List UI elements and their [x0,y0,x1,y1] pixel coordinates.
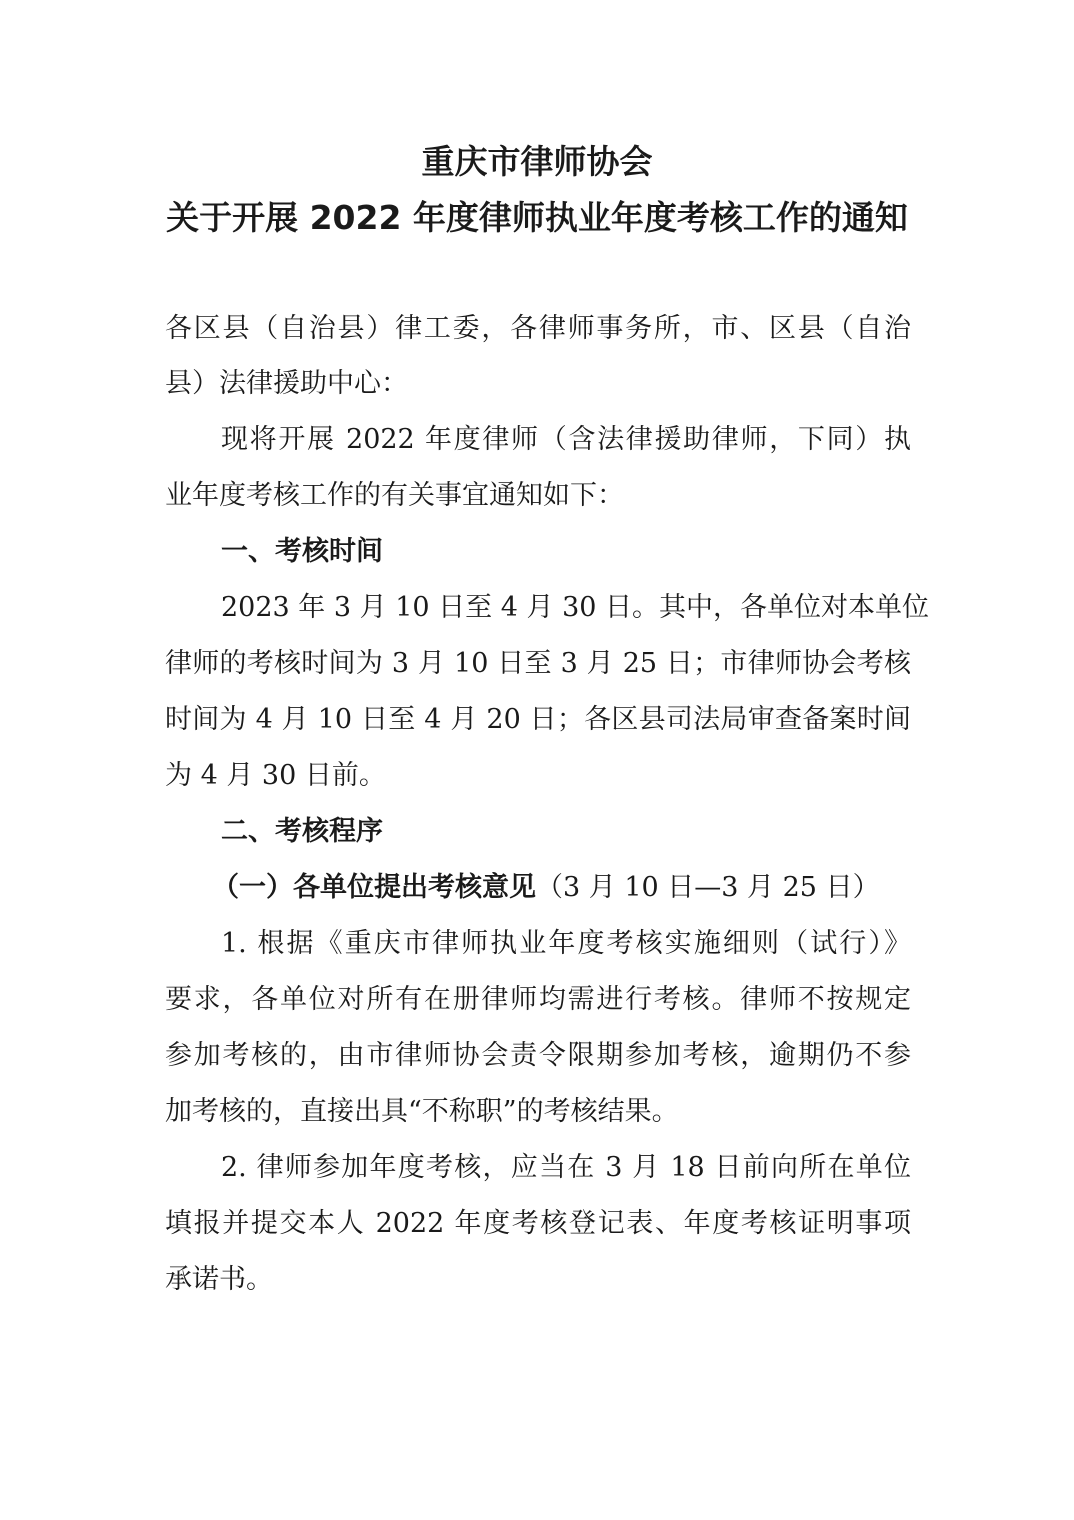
item2-paragraph-line: 填报并提交本人 2022 年度考核登记表、年度考核证明事项 [165,1208,911,1239]
section1-paragraph-line: 2023 年 3 月 10 日至 4 月 30 日。其中，各单位对本单位 [221,592,930,623]
item2-paragraph-line: 承诺书。 [165,1264,273,1295]
document-title-line1: 重庆市律师协会 [421,142,653,181]
intro-paragraph-line: 现将开展 2022 年度律师（含法律援助律师，下同）执 [221,424,911,455]
item1-paragraph-line: 1. 根据《重庆市律师执业年度考核实施细则（试行）》 [221,928,911,959]
section-heading: 一、考核时间 [221,536,383,567]
item1-paragraph-line: 要求，各单位对所有在册律师均需进行考核。律师不按规定 [165,984,911,1015]
addressee-line: 各区县（自治县）律工委，各律师事务所，市、区县（自治 [165,313,911,344]
section1-paragraph-line: 时间为 4 月 10 日至 4 月 20 日；各区县司法局审查备案时间 [165,704,911,735]
section-heading: 二、考核程序 [221,816,383,847]
subsection-heading-title: （一）各单位提出考核意见 [212,872,536,903]
addressee-line: 县）法律援助中心： [165,368,408,399]
subsection-heading-dates: （3 月 10 日—3 月 25 日） [536,872,880,903]
item2-paragraph-line: 2. 律师参加年度考核，应当在 3 月 18 日前向所在单位 [221,1152,911,1183]
section1-paragraph-line: 为 4 月 30 日前。 [165,760,386,791]
subsection-heading [212,870,880,906]
item1-paragraph-line: 加考核的，直接出具“不称职”的考核结果。 [165,1096,679,1127]
section1-paragraph-line: 律师的考核时间为 3 月 10 日至 3 月 25 日；市律师协会考核 [165,648,911,679]
document-title-line2: 关于开展 2022 年度律师执业年度考核工作的通知 [166,198,908,237]
intro-paragraph-line: 业年度考核工作的有关事宜通知如下： [165,480,624,511]
item1-paragraph-line: 参加考核的，由市律师协会责令限期参加考核，逾期仍不参 [165,1040,911,1071]
